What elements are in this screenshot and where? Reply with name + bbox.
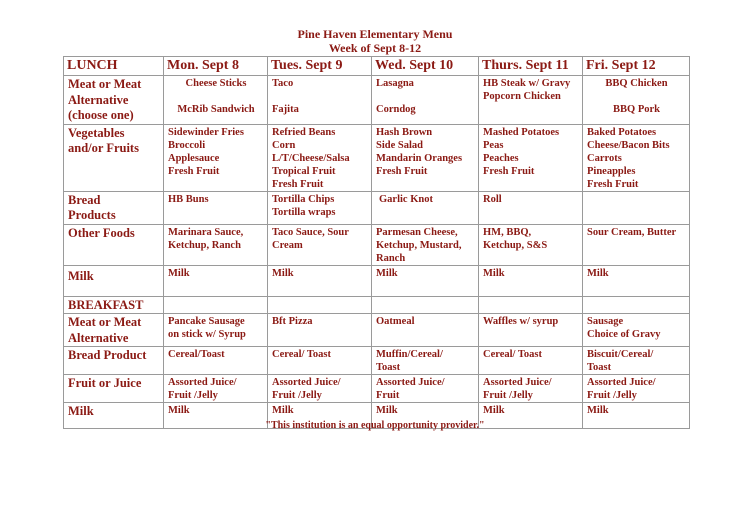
breakfast-meat-row [64, 314, 690, 347]
cell-milk-fri: Milk [583, 265, 690, 296]
breakfast-header-row [64, 296, 690, 314]
lunch-milk-row [64, 265, 690, 296]
cell-b-milk-wed: Milk [372, 403, 479, 429]
cell-veg-mon: Sidewinder Fries Broccoli Applesauce Fresh Fruit [164, 124, 268, 191]
lunch-header: LUNCH [64, 57, 164, 76]
cell-veg-wed: Hash Brown Side Salad Mandarin Oranges Fresh Fruit [372, 124, 479, 191]
cell-b-milk-fri: Milk [583, 403, 690, 429]
lunch-bread-row [64, 191, 690, 224]
row-label-b-fruit: Fruit or Juice [64, 375, 164, 403]
row-label-other: Other Foods [64, 224, 164, 265]
day-header-mon: Mon. Sept 8 [164, 57, 268, 76]
cell-meat-tue: Taco Fajita [268, 76, 372, 125]
row-label-b-bread: Bread Product [64, 347, 164, 375]
row-label-milk: Milk [64, 265, 164, 296]
row-label-b-meat: Meat or Meat Alternative [64, 314, 164, 347]
cell-milk-wed: Milk [372, 265, 479, 296]
cell-b-fruit-mon: Assorted Juice/ Fruit /Jelly [164, 375, 268, 403]
cell-b-fruit-thu: Assorted Juice/ Fruit /Jelly [479, 375, 583, 403]
lunch-header-row [64, 57, 690, 76]
menu-subtitle: Week of Sept 8-12 [328, 41, 422, 55]
equal-opportunity-footer: "This institution is an equal opportunity provider." [265, 420, 485, 431]
row-label-bread: Bread Products [64, 191, 164, 224]
cell-other-wed: Parmesan Cheese, Ketchup, Mustard, Ranch [372, 224, 479, 265]
cell-meat-fri: BBQ Chicken BBQ Pork [583, 76, 690, 125]
breakfast-fruit-row [64, 375, 690, 403]
cell-b-bread-thu: Cereal/ Toast [479, 347, 583, 375]
cell-b-milk-mon: Milk [164, 403, 268, 429]
cell-meat-wed: Lasagna Corndog [372, 76, 479, 125]
cell-veg-thu: Mashed Potatoes Peas Peaches Fresh Fruit [479, 124, 583, 191]
cell-milk-tue: Milk [268, 265, 372, 296]
cell-veg-tue: Refried Beans Corn L/T/Cheese/Salsa Tropical Fruit Fresh Fruit [268, 124, 372, 191]
cell-b-bread-fri: Biscuit/Cereal/ Toast [583, 347, 690, 375]
cell-b-meat-fri: Sausage Choice of Gravy [583, 314, 690, 347]
cell-other-mon: Marinara Sauce, Ketchup, Ranch [164, 224, 268, 265]
menu-title: Pine Haven Elementary Menu [297, 27, 453, 41]
cell-bread-tue: Tortilla Chips Tortilla wraps [268, 191, 372, 224]
lunch-meat-row [64, 76, 690, 125]
cell-b-meat-wed: Oatmeal [372, 314, 479, 347]
cell-bread-mon: HB Buns [164, 191, 268, 224]
cell-milk-thu: Milk [479, 265, 583, 296]
row-label-meat: Meat or Meat Alternative (choose one) [64, 76, 164, 125]
row-label-veg: Vegetables and/or Fruits [64, 124, 164, 191]
cell-b-meat-tue: Bft Pizza [268, 314, 372, 347]
cell-b-fruit-tue: Assorted Juice/ Fruit /Jelly [268, 375, 372, 403]
day-header-thu: Thurs. Sept 11 [479, 57, 583, 76]
cell-b-fruit-wed: Assorted Juice/ Fruit [372, 375, 479, 403]
cell-b-meat-thu: Waffles w/ syrup [479, 314, 583, 347]
cell-b-fruit-fri: Assorted Juice/ Fruit /Jelly [583, 375, 690, 403]
cell-bread-wed: Garlic Knot [372, 191, 479, 224]
cell-b-meat-mon: Pancake Sausage on stick w/ Syrup [164, 314, 268, 347]
day-header-wed: Wed. Sept 10 [372, 57, 479, 76]
cell-other-fri: Sour Cream, Butter [583, 224, 690, 265]
cell-b-bread-mon: Cereal/Toast [164, 347, 268, 375]
cell-bread-fri [583, 191, 690, 224]
cell-meat-thu: HB Steak w/ Gravy Popcorn Chicken [479, 76, 583, 125]
cell-veg-fri: Baked Potatoes Cheese/Bacon Bits Carrots Pineapples Fresh Fruit [583, 124, 690, 191]
cell-milk-mon: Milk [164, 265, 268, 296]
cell-other-tue: Taco Sauce, Sour Cream [268, 224, 372, 265]
day-header-tue: Tues. Sept 9 [268, 57, 372, 76]
cell-other-thu: HM, BBQ, Ketchup, S&S [479, 224, 583, 265]
breakfast-header: BREAKFAST [64, 296, 164, 314]
cell-b-milk-tue: Milk [268, 403, 372, 429]
cell-b-milk-thu: Milk [479, 403, 583, 429]
menu-table [63, 56, 690, 429]
lunch-other-row [64, 224, 690, 265]
cell-meat-mon: Cheese Sticks McRib Sandwich [164, 76, 268, 125]
day-header-fri: Fri. Sept 12 [583, 57, 690, 76]
row-label-b-milk: Milk [64, 403, 164, 429]
breakfast-bread-row [64, 347, 690, 375]
cell-b-bread-tue: Cereal/ Toast [268, 347, 372, 375]
cell-b-bread-wed: Muffin/Cereal/ Toast [372, 347, 479, 375]
lunch-veg-row [64, 124, 690, 191]
cell-bread-thu: Roll [479, 191, 583, 224]
